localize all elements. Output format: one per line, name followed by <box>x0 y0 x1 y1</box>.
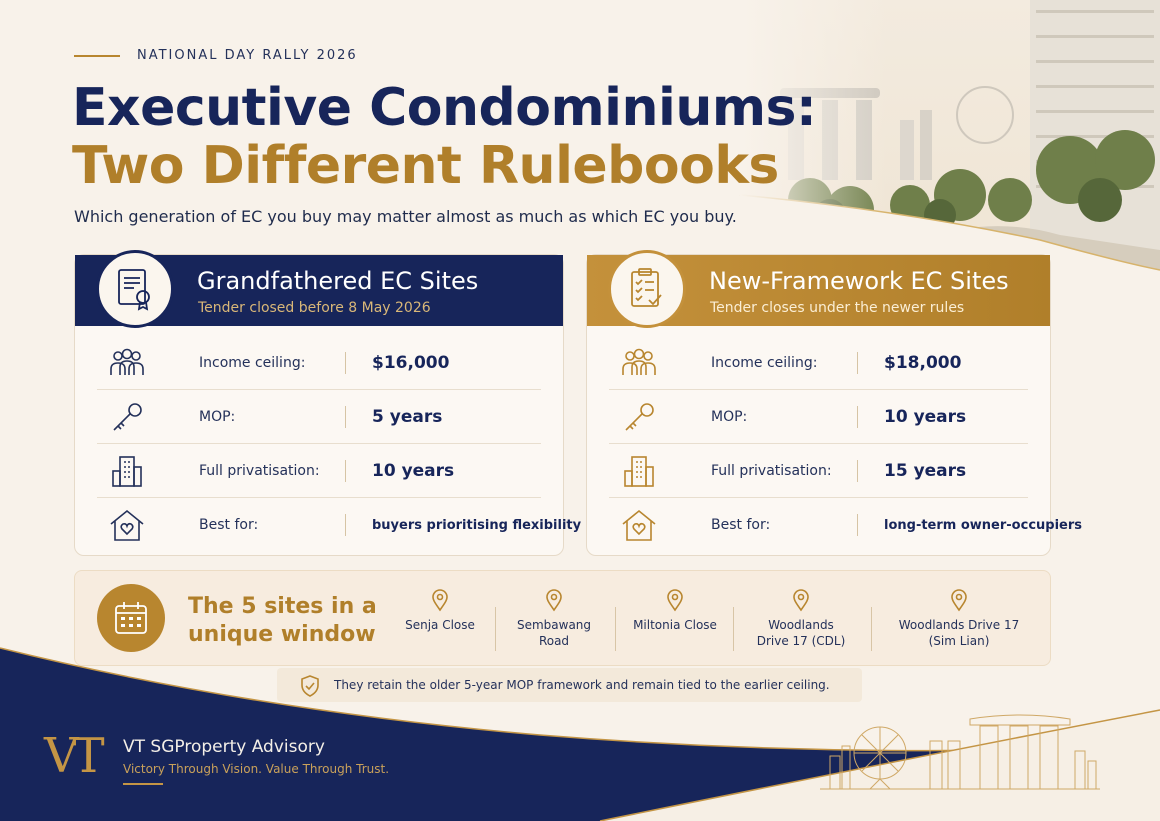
people-icon <box>97 343 157 383</box>
location-pin-icon <box>666 589 684 611</box>
row-value: 10 years <box>372 460 455 481</box>
site-name: Senja Close <box>405 618 475 632</box>
row-value: long-term owner-occupiers <box>884 517 1083 533</box>
site-item <box>627 589 723 633</box>
note-banner <box>277 668 862 702</box>
row-label: Full privatisation: <box>199 462 320 479</box>
card-title: Grandfathered EC Sites <box>197 267 479 295</box>
row-value: 15 years <box>884 460 967 481</box>
row-full-privatisation <box>97 444 541 498</box>
row-label: Best for: <box>711 517 771 533</box>
certificate-icon <box>96 250 174 328</box>
row-value: 10 years <box>884 406 967 427</box>
building-icon <box>97 451 157 491</box>
note-text: They retain the older 5-year MOP framework and remain tied to the earlier ceiling. <box>334 678 830 692</box>
site-name: Sembawang <box>516 618 592 632</box>
site-name: Woodlands Drive 17 <box>898 618 1020 632</box>
location-pin-icon <box>545 589 563 611</box>
row-label: Full privatisation: <box>711 462 832 479</box>
key-icon <box>609 397 669 437</box>
eyebrow-rule <box>74 55 120 57</box>
row-label: Income ceiling: <box>199 354 306 371</box>
brand-logo: VT <box>44 728 99 784</box>
cityscape-illustration <box>740 0 1160 290</box>
shield-check-icon <box>299 674 321 698</box>
page-title-accent: Two Different Rulebooks <box>72 136 779 196</box>
tagline-rule <box>123 783 163 785</box>
row-label: MOP: <box>711 408 748 425</box>
row-label: Best for: <box>199 517 259 533</box>
site-name-line2: (Sim Lian) <box>928 634 990 648</box>
skyline-illustration <box>820 701 1100 791</box>
row-best-for <box>609 498 1083 552</box>
row-income-ceiling <box>609 336 1028 390</box>
eyebrow: NATIONAL DAY RALLY 2026 <box>137 48 358 63</box>
row-value: 5 years <box>372 406 443 427</box>
page-subtitle: Which generation of EC you buy may matter almost as much as which EC you buy. <box>74 207 737 226</box>
home-heart-icon <box>609 505 669 545</box>
location-pin-icon <box>431 589 449 611</box>
people-icon <box>609 343 669 383</box>
building-icon <box>609 451 669 491</box>
site-name-line2: Drive 17 (CDL) <box>756 634 846 648</box>
row-full-privatisation <box>609 444 1028 498</box>
row-best-for <box>97 498 582 552</box>
row-label: MOP: <box>199 408 236 425</box>
row-value: buyers prioritising flexibility <box>372 517 582 533</box>
card-subtitle: Tender closed before 8 May 2026 <box>198 300 431 316</box>
row-label: Income ceiling: <box>711 354 818 371</box>
key-icon <box>97 397 157 437</box>
site-name-line2: Road <box>538 634 570 648</box>
row-value: $16,000 <box>372 352 450 373</box>
row-value: $18,000 <box>884 352 962 373</box>
page-title: Executive Condominiums: <box>72 78 817 138</box>
site-item <box>405 589 475 633</box>
site-name: Miltonia Close <box>633 618 717 632</box>
site-name: Woodlands <box>768 618 834 632</box>
brand-name: VT SGProperty Advisory <box>123 737 325 757</box>
row-income-ceiling <box>97 336 541 390</box>
home-heart-icon <box>97 505 157 545</box>
brand-tagline: Victory Through Vision. Value Through Trust. <box>123 762 390 776</box>
checklist-icon <box>608 250 686 328</box>
location-pin-icon <box>792 589 810 611</box>
location-pin-icon <box>950 589 968 611</box>
card-title: New-Framework EC Sites <box>709 267 1009 295</box>
row-mop <box>97 390 541 444</box>
sites-title: The 5 sites in a unique window <box>188 594 377 647</box>
card-subtitle: Tender closes under the newer rules <box>710 300 965 316</box>
row-mop <box>609 390 1028 444</box>
